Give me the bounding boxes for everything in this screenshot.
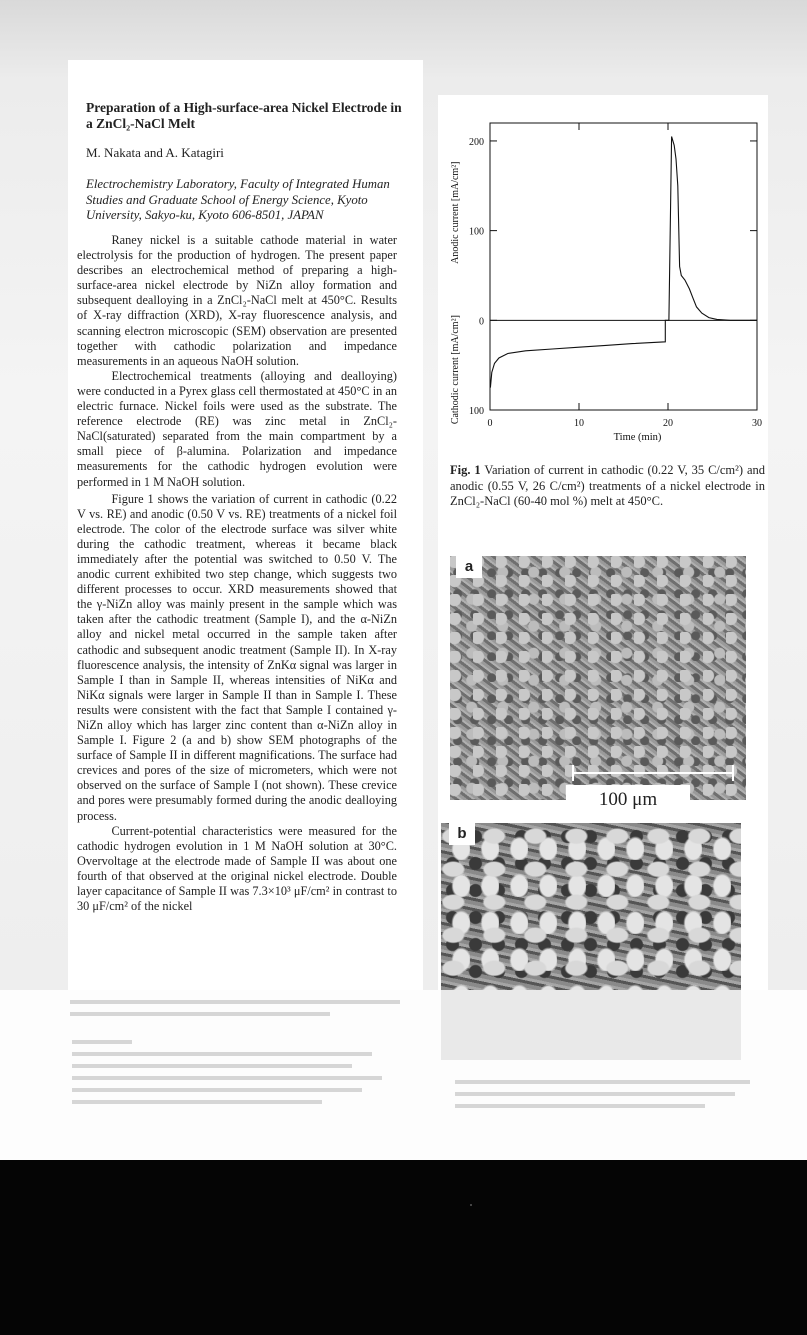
paragraph-3: Figure 1 shows the variation of current in cathodic (0.22 V vs. RE) and anodic (0.50 V vs. RE) treatments of a nickel foil electrode. The color of the electrode surface was silver white during the cathodic treatment, whereas it became black immediately after the potential was switched to 0.50 V. The anodic current exhibited two step change, which suggests two different processes to occur. XRD measurements showed that the γ-NiZn alloy was mainly present in the sample which was taken after the cathodic treatment (Sample I), and the α-NiZn alloy and nickel metal occurred in the sample taken after cathodic and subsequent anodic treatment (Sample II). In X-ray fluorescence analysis, the intensity of ZnKα signal was larger in Sample I than in Sample II, whereas intensities of NiKα and NiKα signals were larger in Sample II than in Sample I. These results were consistent with the fact that Sample I contained γ-NiZn alloy which has larger zinc content than α-NiZn alloy in Sample I. Figure 2 (a and b) show SEM photographs of the surface of Sample II in different magnifications. The surface had crevices and pores of the size of micrometers, which were not observed on the surface of Sample I (not shown). These crevice and pores were presumably formed during the anodic dealloying process.: [77, 491, 397, 823]
y-axis-label-anodic: Anodic current [mA/cm²]: [450, 161, 461, 264]
paper-title: Preparation of a High-surface-area Nickel Electrode in a ZnCl₂-NaCl Melt: [86, 100, 402, 131]
y-tick-label: 100: [469, 406, 484, 417]
y-axis-label-cathodic: Cathodic current [mA/cm²]: [450, 315, 461, 425]
y-tick-label: 200: [469, 136, 484, 148]
sem-photo-a: [450, 556, 746, 800]
x-tick-label: 10: [574, 418, 584, 429]
scanner-speck: [470, 1204, 472, 1206]
x-tick-label: 20: [663, 418, 673, 429]
figure-1-caption: [450, 463, 765, 510]
x-axis-label: Time (min): [613, 432, 662, 443]
paper-affiliation: Electrochemistry Laboratory, Faculty of Integrated Human Studies and Graduate School of Energy Science, Kyoto University, Sakyo-ku, Kyoto 606-8501, JAPAN: [86, 177, 390, 222]
x-tick-label: 0: [487, 418, 493, 429]
photo-b-label: b: [449, 823, 475, 845]
y-tick-label: 100: [469, 226, 484, 238]
scale-bar: [572, 765, 734, 781]
plot-frame: [490, 123, 757, 410]
ghost-page-region: [0, 990, 807, 1160]
figure-1-caption-label: Fig. 1: [450, 463, 481, 477]
figure-1-chart: [440, 115, 770, 455]
sem-photo-b: [441, 823, 741, 990]
scanner-edge: [0, 1160, 807, 1335]
paragraph-4: Current-potential characteristics were measured for the cathodic hydrogen evolution in 1 M NaOH solution at 30°C. Overvoltage at the electrode made of Sample II was about one fourth of that observed at the original nickel electrode. Double layer capacitance of Sample II was 7.3×10³ μF/cm² in contrast to 30 μF/cm² of the nickel: [77, 823, 397, 914]
figure-1-caption-text: Variation of current in cathodic (0.22 V, 35 C/cm²) and anodic (0.55 V, 26 C/cm²) treatments of a nickel electrode in ZnCl₂-NaCl (60-40 mol %) melt at 450°C.: [450, 463, 766, 508]
y-tick-label: 0: [479, 316, 484, 328]
scale-label: 100 μm: [566, 785, 690, 813]
x-tick-label: 30: [752, 418, 762, 429]
paper-authors: M. Nakata and A. Katagiri: [86, 145, 224, 160]
paragraph-2: Electrochemical treatments (alloying and dealloying) were conducted in a Pyrex glass cell thermostated at 450°C in an electric furnace. Nickel foils were used as the substrate. The reference electrode (RE) was zinc metal in ZnCl₂-NaCl(saturated) separated from the main compartment by a small piece of β-alumina. Polarization and impedance measurements for the cathodic hydrogen evolution were performed in 1 M NaOH solution.: [77, 368, 397, 489]
current-series-line: [490, 137, 757, 388]
photo-a-label: a: [456, 556, 482, 578]
paper-body: [77, 233, 397, 914]
paragraph-1: Raney nickel is a suitable cathode material in water electrolysis for the production of hydrogen. The present paper describes an electrochemical method of preparing a high-surface-area nickel electrode by NiZn alloy formation and subsequent dealloying in a ZnCl₂-NaCl melt at 450°C. Results of X-ray diffraction (XRD), X-ray fluorescence analysis, and scanning electron microscopic (SEM) observation are presented together with cathodic polarization and impedance measurements in an aqueous NaOH solution.: [77, 233, 397, 368]
